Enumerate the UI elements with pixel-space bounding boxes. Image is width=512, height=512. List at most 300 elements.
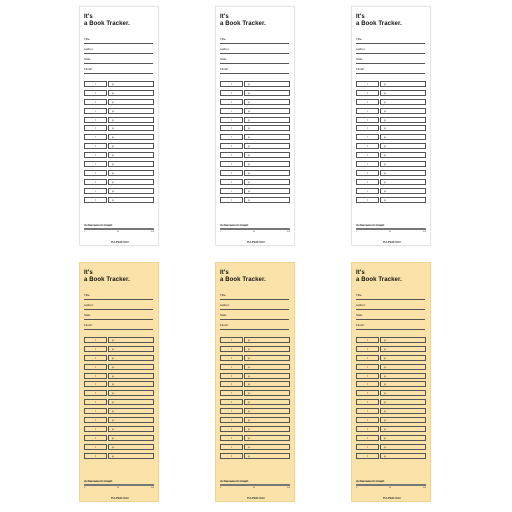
- page-box: p.: [244, 337, 290, 343]
- page-box: p.: [108, 390, 154, 396]
- author-field: [356, 303, 425, 310]
- achievement-graph-label: Achievement Graph: [84, 479, 113, 483]
- page-box: p.: [244, 364, 290, 370]
- page-box: p.: [380, 179, 426, 185]
- date-box: /: [220, 81, 243, 87]
- log-row: [356, 160, 426, 169]
- achievement-graph-label: Achievement Graph: [356, 223, 385, 227]
- brand-logo: PAPERIAN: [247, 496, 265, 500]
- title-line-1: It's: [356, 270, 365, 276]
- date-box: /: [356, 99, 379, 105]
- title-field-label: Title.: [220, 293, 227, 297]
- page-box: p.: [244, 426, 290, 432]
- brand-logo: PAPERIAN: [383, 496, 401, 500]
- page-box: p.: [244, 188, 290, 194]
- page-box: p.: [380, 408, 426, 414]
- page-box: p.: [108, 134, 154, 140]
- page-box: p.: [380, 390, 426, 396]
- card-title: [356, 270, 402, 284]
- date-box: /: [356, 355, 379, 361]
- achievement-graph-label: Achievement Graph: [356, 479, 385, 483]
- book-tracker-card: [79, 6, 159, 246]
- title-line-2: a Book Tracker.: [220, 277, 266, 283]
- start-field: [220, 57, 289, 64]
- log-row: [220, 425, 290, 434]
- log-row: [220, 80, 290, 89]
- page-box: p.: [244, 134, 290, 140]
- log-row: [220, 398, 290, 407]
- finish-field-label: Finish.: [356, 67, 365, 71]
- title-field: [356, 37, 425, 44]
- log-row: [84, 345, 154, 354]
- page-box: p.: [244, 399, 290, 405]
- log-row: [220, 354, 290, 363]
- date-box: /: [356, 417, 379, 423]
- page-box: p.: [244, 453, 290, 459]
- page-box: p.: [108, 364, 154, 370]
- achievement-graph-ticks: [84, 487, 154, 489]
- log-row: [84, 398, 154, 407]
- date-box: /: [84, 179, 107, 185]
- page-box: p.: [108, 81, 154, 87]
- start-date-dots: . .: [256, 57, 280, 61]
- title-field-label: Title.: [220, 37, 227, 41]
- log-row: [220, 389, 290, 398]
- achievement-graph-ticks: [356, 487, 426, 489]
- date-box: /: [84, 390, 107, 396]
- log-row: [84, 151, 154, 160]
- log-row: [356, 80, 426, 89]
- page-box: p.: [380, 346, 426, 352]
- log-row: [356, 345, 426, 354]
- title-field: [84, 37, 153, 44]
- date-box: /: [356, 117, 379, 123]
- date-box: /: [84, 188, 107, 194]
- title-line-2: a Book Tracker.: [84, 21, 130, 27]
- log-row: [220, 98, 290, 107]
- finish-field-label: Finish.: [84, 67, 93, 71]
- log-row: [220, 169, 290, 178]
- date-box: /: [356, 453, 379, 459]
- date-box: /: [220, 90, 243, 96]
- page-box: p.: [380, 90, 426, 96]
- date-box: /: [84, 408, 107, 414]
- date-box: /: [356, 125, 379, 131]
- date-box: /: [84, 453, 107, 459]
- achievement-graph-label: Achievement Graph: [220, 479, 249, 483]
- log-row: [356, 107, 426, 116]
- reading-log-rows: [220, 80, 290, 204]
- date-box: /: [84, 117, 107, 123]
- start-field: [356, 57, 425, 64]
- page-box: p.: [380, 117, 426, 123]
- page-box: p.: [380, 417, 426, 423]
- title-line-1: It's: [84, 270, 93, 276]
- date-box: /: [356, 373, 379, 379]
- log-row: [84, 124, 154, 133]
- log-row: [220, 151, 290, 160]
- log-row: [220, 142, 290, 151]
- title-line-2: a Book Tracker.: [356, 277, 402, 283]
- author-field-label: Author.: [356, 303, 366, 307]
- finish-field-label: Finish.: [220, 67, 229, 71]
- start-date-dots: . .: [120, 313, 144, 317]
- page-box: p.: [244, 161, 290, 167]
- page-box: p.: [380, 444, 426, 450]
- date-box: /: [220, 152, 243, 158]
- date-box: /: [84, 99, 107, 105]
- date-box: /: [84, 444, 107, 450]
- graph-tick-100: 100: [286, 231, 290, 233]
- date-box: /: [84, 81, 107, 87]
- card-title: [220, 270, 266, 284]
- log-row: [220, 107, 290, 116]
- log-row: [356, 354, 426, 363]
- achievement-graph-label: Achievement Graph: [84, 223, 113, 227]
- log-row: [356, 169, 426, 178]
- date-box: /: [220, 408, 243, 414]
- title-field: [220, 37, 289, 44]
- log-row: [356, 89, 426, 98]
- title-field-label: Title.: [84, 37, 91, 41]
- finish-date-dots: . .: [120, 323, 144, 327]
- achievement-graph-ticks: [84, 231, 154, 233]
- finish-field: [220, 323, 289, 330]
- log-row: [356, 425, 426, 434]
- date-box: /: [356, 170, 379, 176]
- log-row: [84, 363, 154, 372]
- reading-log-rows: [220, 336, 290, 460]
- date-box: /: [84, 143, 107, 149]
- title-field: [84, 293, 153, 300]
- log-row: [220, 133, 290, 142]
- log-row: [84, 133, 154, 142]
- log-row: [220, 363, 290, 372]
- date-box: /: [356, 390, 379, 396]
- graph-tick-100: 100: [286, 487, 290, 489]
- page-box: p.: [108, 170, 154, 176]
- achievement-graph: [220, 484, 290, 486]
- brand-logo: PAPERIAN: [111, 240, 129, 244]
- page-box: p.: [108, 152, 154, 158]
- achievement-graph: [220, 228, 290, 230]
- log-row: [356, 116, 426, 125]
- log-row: [356, 196, 426, 205]
- page-box: p.: [108, 453, 154, 459]
- log-row: [220, 416, 290, 425]
- log-row: [84, 443, 154, 452]
- page-box: p.: [380, 337, 426, 343]
- author-field-label: Author.: [84, 303, 94, 307]
- page-box: p.: [380, 108, 426, 114]
- start-date-dots: . .: [392, 313, 416, 317]
- author-field-label: Author.: [356, 47, 366, 51]
- date-box: /: [356, 81, 379, 87]
- start-field-label: Start.: [84, 57, 92, 61]
- date-box: /: [356, 364, 379, 370]
- graph-tick-0: 0: [220, 231, 222, 233]
- finish-field: [356, 67, 425, 74]
- page-box: p.: [108, 125, 154, 131]
- date-box: /: [84, 197, 107, 203]
- finish-date-dots: . .: [120, 67, 144, 71]
- date-box: /: [220, 108, 243, 114]
- date-box: /: [220, 399, 243, 405]
- page-box: p.: [244, 179, 290, 185]
- date-box: /: [84, 108, 107, 114]
- page-box: p.: [380, 197, 426, 203]
- page-box: p.: [380, 399, 426, 405]
- page-box: p.: [108, 108, 154, 114]
- page-box: p.: [108, 90, 154, 96]
- log-row: [356, 380, 426, 389]
- title-line-1: It's: [84, 14, 93, 20]
- title-line-1: It's: [220, 270, 229, 276]
- log-row: [356, 389, 426, 398]
- title-field-label: Title.: [356, 37, 363, 41]
- achievement-graph: [356, 484, 426, 486]
- date-box: /: [84, 399, 107, 405]
- page-box: p.: [380, 373, 426, 379]
- log-row: [220, 345, 290, 354]
- date-box: /: [356, 188, 379, 194]
- title-field: [220, 293, 289, 300]
- log-row: [356, 434, 426, 443]
- card-title: [84, 14, 130, 28]
- date-box: /: [84, 90, 107, 96]
- author-field: [220, 303, 289, 310]
- log-row: [84, 160, 154, 169]
- date-box: /: [84, 435, 107, 441]
- log-row: [220, 178, 290, 187]
- page-box: p.: [108, 99, 154, 105]
- date-box: /: [220, 143, 243, 149]
- start-date-dots: . .: [120, 57, 144, 61]
- log-row: [220, 434, 290, 443]
- page-box: p.: [108, 188, 154, 194]
- page-box: p.: [244, 197, 290, 203]
- log-row: [356, 124, 426, 133]
- log-row: [220, 124, 290, 133]
- log-row: [356, 178, 426, 187]
- page-box: p.: [108, 399, 154, 405]
- log-row: [84, 434, 154, 443]
- log-row: [84, 169, 154, 178]
- log-row: [84, 187, 154, 196]
- date-box: /: [220, 99, 243, 105]
- finish-date-dots: . .: [392, 67, 416, 71]
- log-row: [220, 372, 290, 381]
- title-line-2: a Book Tracker.: [84, 277, 130, 283]
- log-row: [220, 89, 290, 98]
- date-box: /: [356, 408, 379, 414]
- graph-tick-50: 50: [252, 487, 255, 489]
- page-box: p.: [108, 373, 154, 379]
- log-row: [220, 187, 290, 196]
- title-field-label: Title.: [84, 293, 91, 297]
- date-box: /: [84, 337, 107, 343]
- brand-logo: PAPERIAN: [383, 240, 401, 244]
- log-row: [84, 142, 154, 151]
- page-box: p.: [380, 426, 426, 432]
- date-box: /: [220, 337, 243, 343]
- page-box: p.: [244, 143, 290, 149]
- page-box: p.: [108, 381, 154, 387]
- date-box: /: [220, 364, 243, 370]
- date-box: /: [356, 435, 379, 441]
- page-box: p.: [380, 453, 426, 459]
- author-field: [84, 303, 153, 310]
- log-row: [356, 98, 426, 107]
- log-row: [220, 443, 290, 452]
- date-box: /: [220, 381, 243, 387]
- date-box: /: [220, 188, 243, 194]
- brand-logo: PAPERIAN: [111, 496, 129, 500]
- finish-date-dots: . .: [256, 67, 280, 71]
- log-row: [356, 398, 426, 407]
- page-box: p.: [108, 346, 154, 352]
- log-row: [356, 407, 426, 416]
- finish-field: [356, 323, 425, 330]
- page-box: p.: [108, 197, 154, 203]
- date-box: /: [220, 170, 243, 176]
- date-box: /: [220, 417, 243, 423]
- finish-date-dots: . .: [392, 323, 416, 327]
- start-field-label: Start.: [356, 313, 364, 317]
- date-box: /: [356, 90, 379, 96]
- graph-tick-100: 100: [150, 231, 154, 233]
- date-box: /: [220, 161, 243, 167]
- date-box: /: [220, 134, 243, 140]
- page-box: p.: [108, 337, 154, 343]
- page-box: p.: [108, 444, 154, 450]
- log-row: [356, 416, 426, 425]
- brand-logo: PAPERIAN: [247, 240, 265, 244]
- reading-log-rows: [84, 336, 154, 460]
- date-box: /: [356, 108, 379, 114]
- graph-tick-50: 50: [116, 487, 119, 489]
- date-box: /: [220, 346, 243, 352]
- book-tracker-card: [79, 262, 159, 502]
- finish-field: [84, 67, 153, 74]
- page-box: p.: [380, 143, 426, 149]
- log-row: [220, 380, 290, 389]
- title-line-1: It's: [356, 14, 365, 20]
- log-row: [84, 452, 154, 461]
- log-row: [84, 389, 154, 398]
- page-box: p.: [380, 125, 426, 131]
- page-box: p.: [244, 346, 290, 352]
- graph-tick-100: 100: [422, 231, 426, 233]
- page-box: p.: [108, 179, 154, 185]
- date-box: /: [220, 117, 243, 123]
- page-box: p.: [244, 355, 290, 361]
- start-field: [84, 57, 153, 64]
- finish-field: [84, 323, 153, 330]
- book-tracker-card: [351, 262, 431, 502]
- author-field: [356, 47, 425, 54]
- date-box: /: [356, 197, 379, 203]
- date-box: /: [220, 453, 243, 459]
- page-box: p.: [244, 417, 290, 423]
- author-field-label: Author.: [220, 47, 230, 51]
- log-row: [356, 187, 426, 196]
- author-field-label: Author.: [84, 47, 94, 51]
- author-field: [220, 47, 289, 54]
- log-row: [220, 196, 290, 205]
- reading-log-rows: [356, 80, 426, 204]
- date-box: /: [84, 152, 107, 158]
- log-row: [84, 372, 154, 381]
- date-box: /: [356, 179, 379, 185]
- achievement-graph-label: Achievement Graph: [220, 223, 249, 227]
- page-box: p.: [380, 355, 426, 361]
- page-box: p.: [244, 125, 290, 131]
- graph-tick-0: 0: [84, 231, 86, 233]
- log-row: [356, 133, 426, 142]
- date-box: /: [84, 355, 107, 361]
- log-row: [84, 178, 154, 187]
- page-box: p.: [380, 99, 426, 105]
- page-box: p.: [244, 390, 290, 396]
- title-field: [356, 293, 425, 300]
- page-box: p.: [244, 99, 290, 105]
- achievement-graph: [84, 228, 154, 230]
- page-box: p.: [380, 161, 426, 167]
- start-field: [220, 313, 289, 320]
- date-box: /: [356, 444, 379, 450]
- graph-tick-100: 100: [150, 487, 154, 489]
- finish-date-dots: . .: [256, 323, 280, 327]
- title-field-label: Title.: [356, 293, 363, 297]
- page-box: p.: [244, 108, 290, 114]
- page-box: p.: [108, 435, 154, 441]
- log-row: [84, 425, 154, 434]
- log-row: [356, 142, 426, 151]
- card-title: [220, 14, 266, 28]
- date-box: /: [220, 390, 243, 396]
- log-row: [356, 452, 426, 461]
- date-box: /: [84, 373, 107, 379]
- title-line-2: a Book Tracker.: [356, 21, 402, 27]
- log-row: [220, 116, 290, 125]
- start-date-dots: . .: [392, 57, 416, 61]
- page-box: p.: [380, 134, 426, 140]
- log-row: [84, 380, 154, 389]
- page-box: p.: [108, 417, 154, 423]
- date-box: /: [84, 381, 107, 387]
- log-row: [356, 151, 426, 160]
- page-box: p.: [380, 170, 426, 176]
- date-box: /: [220, 179, 243, 185]
- page-box: p.: [108, 426, 154, 432]
- date-box: /: [220, 373, 243, 379]
- date-box: /: [220, 355, 243, 361]
- page-box: p.: [380, 364, 426, 370]
- page-box: p.: [244, 408, 290, 414]
- page-box: p.: [244, 435, 290, 441]
- date-box: /: [220, 444, 243, 450]
- page-box: p.: [108, 143, 154, 149]
- log-row: [84, 80, 154, 89]
- start-field-label: Start.: [356, 57, 364, 61]
- log-row: [84, 116, 154, 125]
- achievement-graph: [84, 484, 154, 486]
- date-box: /: [84, 170, 107, 176]
- card-title: [356, 14, 402, 28]
- page-box: p.: [108, 117, 154, 123]
- graph-tick-0: 0: [356, 487, 358, 489]
